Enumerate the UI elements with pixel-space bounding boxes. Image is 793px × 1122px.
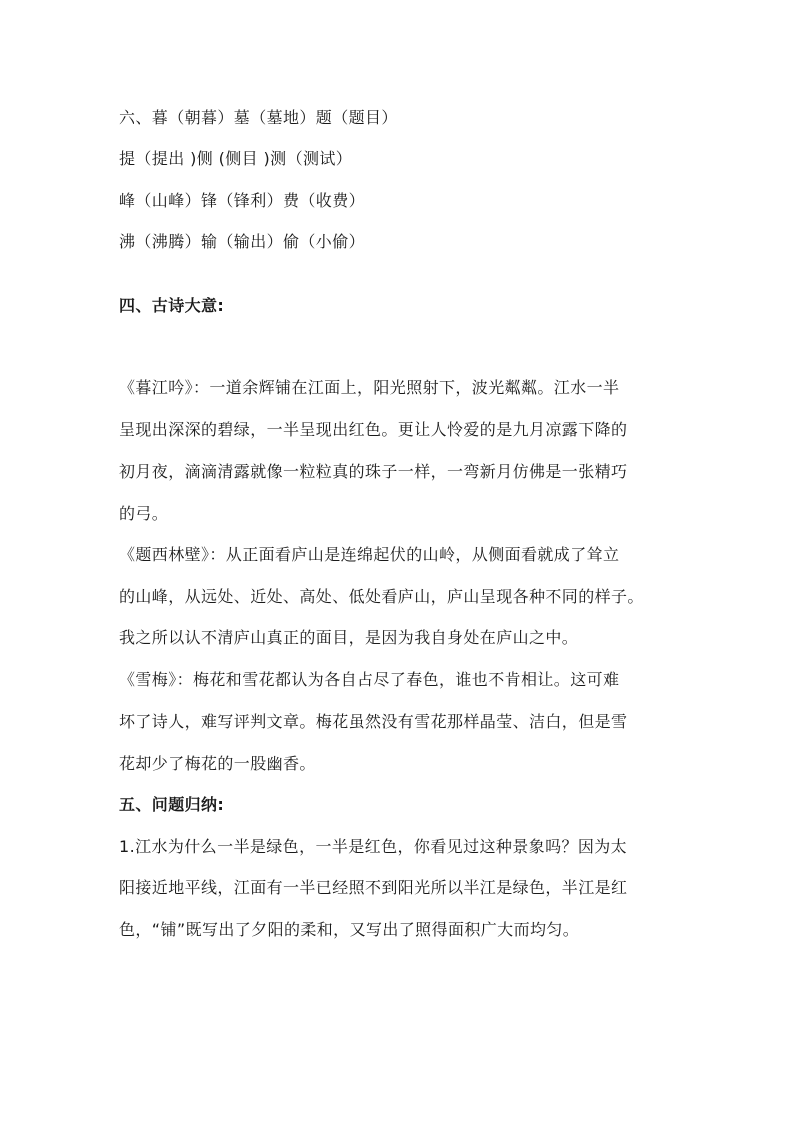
paragraph-line: 的弓。 <box>119 504 169 523</box>
text-line-4: 沸（沸腾）输（输出）偷（小偷） <box>119 232 366 251</box>
text-line-2: 提（提出 )侧 (侧目 )测（测试） <box>119 149 353 168</box>
paragraph-line: 色，“铺”既写出了夕阳的柔和，又写出了照得面积广大而均匀。 <box>119 920 580 939</box>
text-line-1: 六、暮（朝暮）墓（墓地）题（题目） <box>119 108 398 127</box>
paragraph-line: 坏了诗人，难写评判文章。梅花虽然没有雪花那样晶莹、洁白，但是雪 <box>119 712 628 731</box>
paragraph-line: 阳接近地平线，江面有一半已经照不到阳光所以半江是绿色，半江是红 <box>119 878 628 897</box>
paragraph-line: 我之所以认不清庐山真正的面目，是因为我自身处在庐山之中。 <box>119 628 579 647</box>
paragraph-line: 1.江水为什么一半是绿色，一半是红色，你看见过这种景象吗？因为太 <box>119 837 628 856</box>
paragraph-line: 《暮江吟》：一道余辉铺在江面上，阳光照射下，波光粼粼。江水一半 <box>119 378 620 397</box>
paragraph-line: 《题西林壁》：从正面看庐山是连绵起伏的山岭，从侧面看就成了耸立 <box>119 545 620 564</box>
section-heading-question-summary: 五、问题归纳: <box>119 795 225 814</box>
paragraph-line: 的山峰，从远处、近处、高处、低处看庐山，庐山呈现各种不同的样子。 <box>119 587 644 606</box>
paragraph-line: 花却少了梅花的一股幽香。 <box>119 754 316 773</box>
paragraph-line: 呈现出深深的碧绿，一半呈现出红色。更让人怜爱的是九月凉露下降的 <box>119 420 628 439</box>
paragraph-line: 初月夜，滴滴清露就像一粒粒真的珠子一样，一弯新月仿佛是一张精巧 <box>119 462 628 481</box>
paragraph-line: 《雪梅》：梅花和雪花都认为各自占尽了春色，谁也不肯相让。这可难 <box>119 670 620 689</box>
text-line-3: 峰（山峰）锋（锋利）费（收费） <box>119 191 366 210</box>
section-heading-poem-meaning: 四、古诗大意: <box>119 296 225 315</box>
